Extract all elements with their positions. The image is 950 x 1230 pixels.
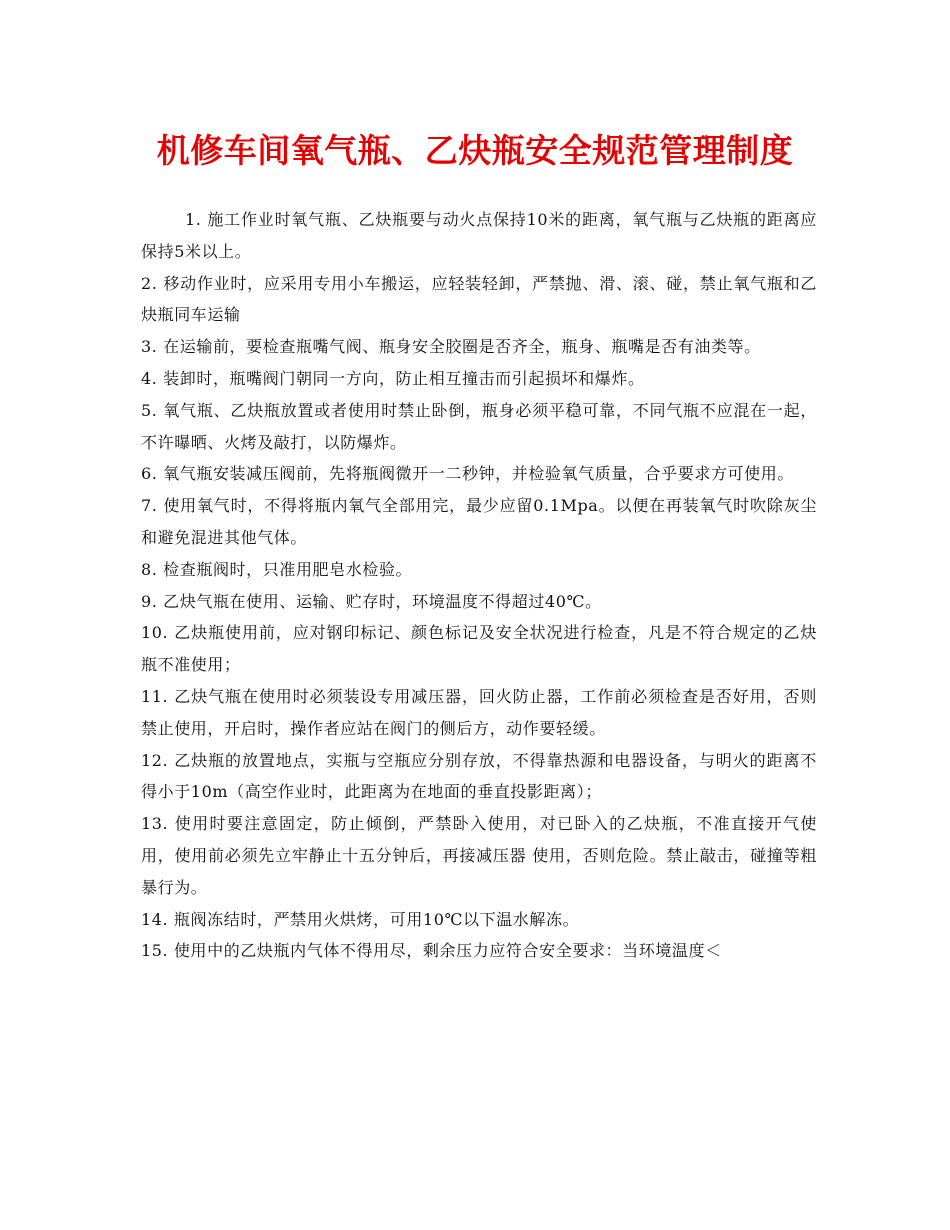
rule-item-12: 12. 乙炔瓶的放置地点，实瓶与空瓶应分别存放，不得靠热源和电器设备，与明火的距离不得小于10m（高空作业时，此距离为在地面的垂直投影距离）；: [141, 750, 817, 802]
rule-item-15: 15. 使用中的乙炔瓶内气体不得用尽，剩余压力应符合安全要求：当环境温度＜: [141, 941, 722, 961]
rule-item-2: 2. 移动作业时，应采用专用小车搬运，应轻装轻卸，严禁抛、滑、滚、碰，禁止氧气瓶和乙炔瓶同车运输: [141, 273, 817, 325]
rule-item-9: 9. 乙炔气瓶在使用、运输、贮存时，环境温度不得超过40℃。: [141, 591, 602, 611]
rule-item-1: 1. 施工作业时氧气瓶、乙炔瓶要与动火点保持10米的距离，氧气瓶与乙炔瓶的距离应保持5米以上。: [141, 210, 817, 261]
rule-item-3: 3. 在运输前，要检查瓶嘴气阀、瓶身安全胶圈是否齐全，瓶身、瓶嘴是否有油类等。: [141, 337, 761, 357]
rule-item-14: 14. 瓶阀冻结时，严禁用火烘烤，可用10℃以下温水解冻。: [141, 909, 580, 929]
rule-item-4: 4. 装卸时，瓶嘴阀门朝同一方向，防止相互撞击而引起损坏和爆炸。: [141, 368, 645, 388]
document-body: [141, 204, 817, 967]
rule-item-11: 11. 乙炔气瓶在使用时必须装设专用减压器，回火防止器，工作前必须检查是否好用，否则禁止使用，开启时，操作者应站在阀门的侧后方，动作要轻缓。: [141, 686, 817, 738]
rule-item-7: 7. 使用氧气时，不得将瓶内氧气全部用完，最少应留0.1Mpa。以便在再装氧气时吹除灰尘和避免混进其他气体。: [141, 496, 817, 547]
rule-item-10: 10. 乙炔瓶使用前，应对钢印标记、颜色标记及安全状况进行检查，凡是不符合规定的乙炔瓶不准使用；: [141, 623, 817, 675]
rule-item-6: 6. 氧气瓶安装减压阀前，先将瓶阀微开一二秒钟，并检验氧气质量，合乎要求方可使用。: [141, 464, 794, 484]
rule-item-13: 13. 使用时要注意固定，防止倾倒，严禁卧入使用，对已卧入的乙炔瓶，不准直接开气使用，使用前必须先立牢静止十五分钟后，再接减压器 使用，否则危险。禁止敲击，碰撞等粗暴行为。: [141, 814, 817, 897]
rule-item-5: 5. 氧气瓶、乙炔瓶放置或者使用时禁止卧倒，瓶身必须平稳可靠，不同气瓶不应混在一起，不许曝晒、火烤及敲打，以防爆炸。: [141, 400, 817, 452]
document-title: 机修车间氧气瓶、乙炔瓶安全规范管理制度: [156, 131, 794, 170]
rule-item-8: 8. 检查瓶阀时，只准用肥皂水检验。: [141, 559, 413, 579]
